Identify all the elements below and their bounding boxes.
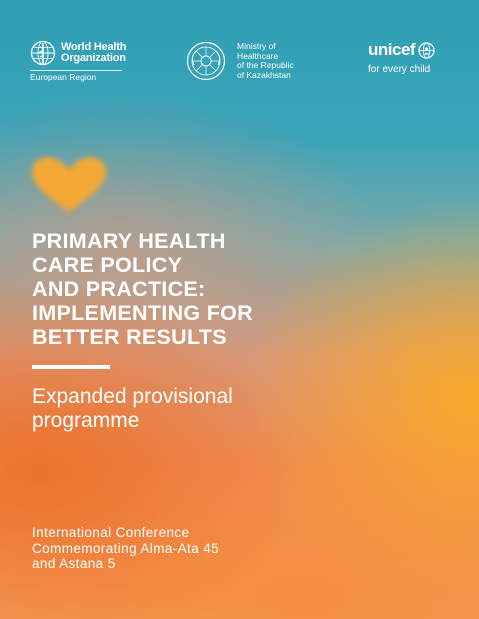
ministry-name: Ministry of Healthcare of the Republic of Kazakhstan (237, 41, 294, 80)
who-region: European Region (30, 72, 97, 82)
document-title: PRIMARY HEALTH CARE POLICY AND PRACTICE: IMPLEMENTING FOR BETTER RESULTS (32, 229, 253, 349)
document-subtitle: Expanded provisional programme (32, 385, 233, 432)
unicef-name: unicef (368, 40, 416, 59)
who-emblem-icon (30, 40, 56, 66)
who-name: World Health Organization (61, 41, 127, 64)
unicef-tagline: for every child (368, 64, 431, 75)
heart-icon (24, 148, 114, 218)
conference-name: International Conference Commemorating Alma-Ata 45 and Astana 5 (32, 525, 220, 571)
who-divider (30, 70, 122, 71)
unicef-globe-icon (418, 42, 435, 59)
title-divider (32, 365, 110, 369)
kazakhstan-emblem-icon (186, 41, 226, 81)
